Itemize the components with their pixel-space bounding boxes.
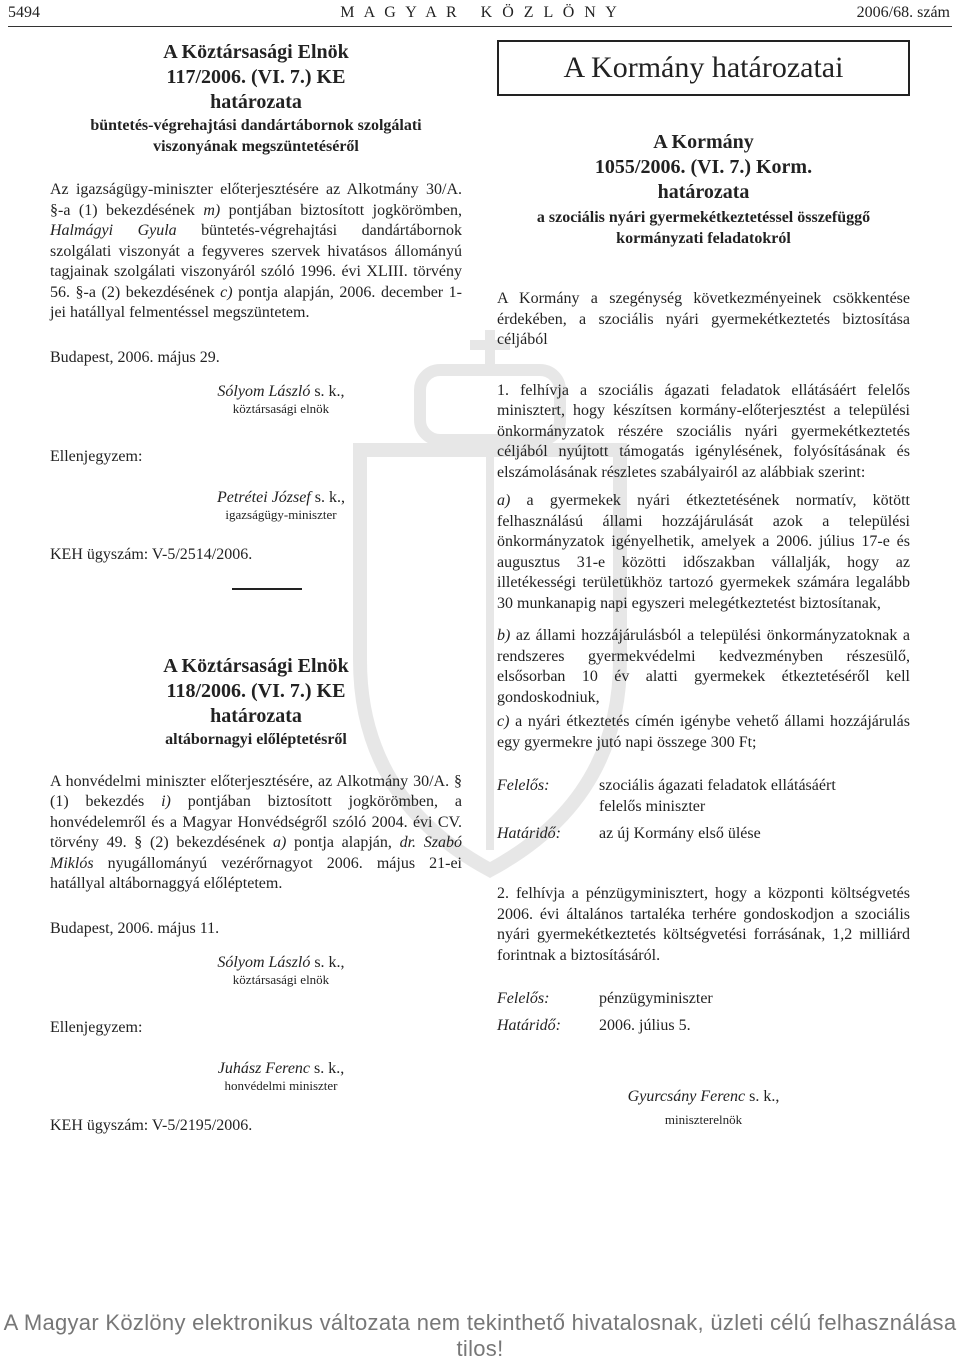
place-date: Budapest, 2006. május 11. bbox=[50, 919, 220, 937]
decision-number: 1055/2006. (VI. 7.) Korm. bbox=[594, 156, 813, 178]
point-1c: c) a nyári étkeztetés címén igénybe vehető állami hozzájárulás egy gyermekre jutó napi összege 300 Ft; bbox=[497, 713, 910, 751]
keh-case-number: KEH ügyszám: V-5/2514/2006. bbox=[50, 545, 253, 563]
decree-117-heading bbox=[50, 40, 462, 157]
responsible-2: Felelős: pénzügyminiszter Határidő: 2006. július 5. bbox=[497, 990, 713, 1034]
left-column bbox=[50, 40, 462, 1136]
subject-line-2: kormányzati feladatokról bbox=[616, 230, 791, 247]
responsible-1: Felelős: szociális ágazati feladatok ellátásáért felelős miniszter Határidő: az új Kormány első ülése bbox=[497, 777, 836, 842]
point-2: 2. felhívja a pénzügyminisztert, hogy a központi költségvetés 2006. évi általános tartaléka terhére gondoskodjon a szociális nyári gyermekétkeztetés költségvetési forrásának, 1,2 milliárd forintnak a biztosításáról. bbox=[497, 885, 910, 964]
decree-type: határozata bbox=[210, 91, 302, 113]
point-1: 1. felhívja a szociális ágazati feladatok ellátásáért felelős minisztert, hogy készítsen kormány-előterjesztést a települési önkormányzatok részére szociális nyári gyermekétkeztetés céljából nyújtott támogatás igénylésének, folyósításának és elszámolásának részletes szabályairól az alábbiak szerint: bbox=[497, 381, 910, 481]
right-column bbox=[497, 40, 910, 1128]
decree-118-body: A honvédelmi miniszter előterjesztésére, az Alkotmány 30/A. § (1) bekezdés i) pontjában biztosított jogkörömben, a honvédelemről és a Magyar Honvédségről szóló 2004. évi CV. törvény 49. § (2) bekezdésének a) pontja alapján, dr. Szabó Miklós nyugállományú vezérőrnagyot 2006. május 21-ei hatállyal altábornaggyá előléptetem. bbox=[50, 772, 462, 892]
decree-number: 118/2006. (VI. 7.) KE bbox=[166, 679, 346, 702]
page-number: 5494 bbox=[8, 4, 40, 21]
point-1a: a) a gyermekek nyári étkeztetésének normatív, kötött felhasználású állami hozzájárulását azok a települési önkormányzatok igényelhetik, amelyek a 2006. július 17-e és augusztus 31-e közötti időszakban vállalják, hogy az illetékességi területükhöz tartozó gyermekek számára legalább 30 munkanapig napi egyszeri melegétkeztetést biztosítanak, bbox=[497, 492, 910, 612]
separator-rule bbox=[232, 588, 302, 590]
place-date: Budapest, 2006. május 29. bbox=[50, 348, 220, 366]
subject-line-1: a szociális nyári gyermekétkeztetéssel összefüggő bbox=[536, 209, 871, 226]
section-title-box: A Kormány határozatai bbox=[497, 40, 910, 96]
signature-minister: Petrétei József s. k., igazságügy-miniszter bbox=[217, 488, 345, 522]
issuer: A Köztársasági Elnök bbox=[163, 654, 349, 677]
issuer: A Köztársasági Elnök bbox=[163, 41, 349, 63]
intro-paragraph: A Kormány a szegénység következményeinek csökkentése érdekében, a szociális nyári gyermekétkeztetés biztosítása céljából bbox=[497, 290, 910, 348]
subject: altábornagyi előléptetésről bbox=[165, 730, 347, 748]
signature-minister: Juhász Ferenc s. k., honvédelmi miniszter bbox=[217, 1059, 345, 1093]
footer-disclaimer: A Magyar Közlöny elektronikus változata nem tekinthető hivatalosnak, üzleti célú felhasználása tilos! bbox=[3, 1310, 957, 1361]
point-1b: b) az állami hozzájárulásból a települési önkormányzatoknak a rendszeres gyermekvédelmi kedvezményben részesülő, elsősorban 10 év alatti gyermekek étkeztetéséről kell gondoskodniuk, bbox=[497, 627, 910, 706]
running-header bbox=[0, 0, 960, 30]
issue-number: 2006/68. szám bbox=[856, 4, 950, 21]
signature-president: Sólyom László s. k., köztársasági elnök bbox=[217, 382, 345, 416]
signature-president: Sólyom László s. k., köztársasági elnök bbox=[217, 953, 345, 987]
subject-line-2: viszonyának megszüntetéséről bbox=[153, 138, 359, 155]
publication-title: M A G Y A R K Ö Z L Ö N Y bbox=[340, 4, 620, 21]
subject-line-1: büntetés-végrehajtási dandártábornok szolgálati bbox=[90, 117, 422, 134]
decree-number: 117/2006. (VI. 7.) KE bbox=[166, 66, 346, 88]
signature-prime-minister: Gyurcsány Ferenc s. k., miniszterelnök bbox=[627, 1088, 780, 1127]
countersign-label: Ellenjegyzem: bbox=[50, 1018, 143, 1036]
government-decision-heading bbox=[497, 130, 910, 249]
decision-type: határozata bbox=[657, 181, 750, 203]
countersign-label: Ellenjegyzem: bbox=[50, 447, 143, 465]
decree-118-heading bbox=[50, 654, 462, 750]
issuer: A Kormány bbox=[653, 131, 754, 153]
decree-type: határozata bbox=[210, 704, 302, 727]
header-rule bbox=[8, 26, 952, 27]
keh-case-number: KEH ügyszám: V-5/2195/2006. bbox=[50, 1116, 253, 1134]
decree-117-body: Az igazságügy-miniszter előterjesztésére az Alkotmány 30/A. §-a (1) bekezdésének m) pontjában biztosított jogkörömben, Halmágyi Gyula büntetés-végrehajtási dandártábornok szolgálati viszonyát a fegyveres szervek hivatásos állományú tagjainak szolgálati viszonyáról szóló 1996. évi XLIII. törvény 56. §-a (2) bekezdésének c) pontja alapján, 2006. december 1-jei hatállyal felmentéssel megszüntetem. bbox=[50, 181, 463, 321]
